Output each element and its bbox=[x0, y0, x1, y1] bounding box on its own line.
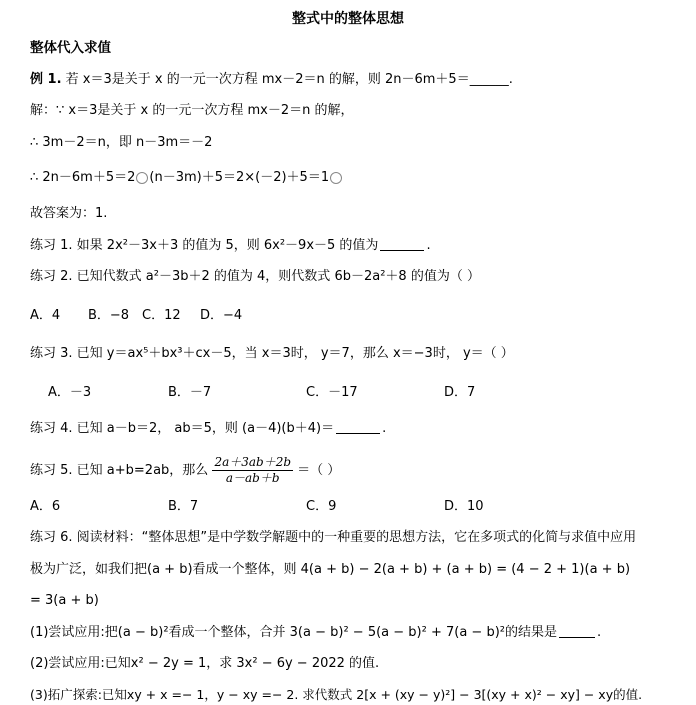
exercise-6-question-3: (3)拓广探索:已知xy + x =− 1，y − xy =− 2. 求代数式 2[x + (xy − y)²] − 3[(xy + x)² − xy] − xy的值. bbox=[30, 687, 643, 702]
ex5-option-b[interactable]: B．7 bbox=[168, 499, 199, 514]
answer-blank[interactable] bbox=[559, 623, 595, 638]
exercise-2: 练习 2. 已知代数式 a²－3b＋2 的值为 4，则代数式 6b－2a²＋8 的值为（ ） bbox=[30, 269, 480, 284]
section-heading: 整体代入求值 bbox=[30, 40, 111, 56]
solution-line-3a: ∴ 2n－6m＋5＝2 bbox=[30, 170, 136, 185]
ex2-option-d[interactable]: D．−4 bbox=[200, 308, 243, 323]
solution-line-3 bbox=[30, 168, 343, 188]
solution-line-3b: (n－3m)＋5＝2×(－2)＋5＝1 bbox=[149, 170, 330, 185]
exercise-6-line-3: = 3(a + b) bbox=[30, 593, 99, 608]
page-title: 整式中的整体思想 bbox=[292, 11, 404, 27]
exercise-6-question-1 bbox=[30, 623, 601, 643]
exercise-4-end: . bbox=[382, 421, 387, 436]
exercise-1 bbox=[30, 236, 431, 256]
exercise-6-line-2: 极为广泛，如我们把(a + b)看成一个整体，则 4(a + b) − 2(a + b) + (a + b) = (4 − 2 + 1)(a + b) bbox=[30, 562, 631, 577]
exercise-6-line-1: 练习 6. 阅读材料：“整体思想”是中学数学解题中的一种重要的思想方法，它在多项式的化简与求值中应用 bbox=[30, 530, 637, 545]
example-1-label: 例 1. bbox=[30, 72, 62, 87]
ex5-option-d[interactable]: D．10 bbox=[444, 499, 484, 514]
ex3-option-d[interactable]: D．7 bbox=[444, 385, 476, 400]
ex5-option-c[interactable]: C．9 bbox=[306, 499, 337, 514]
exercise-5 bbox=[30, 454, 340, 488]
ex2-option-b[interactable]: B．−8 bbox=[88, 308, 130, 323]
answer-blank[interactable] bbox=[380, 236, 424, 251]
placeholder-circle-icon bbox=[136, 172, 148, 184]
exercise-6-question-2: (2)尝试应用:已知x² − 2y = 1，求 3x² − 6y − 2022 的值. bbox=[30, 656, 380, 671]
ex3-option-c[interactable]: C．－17 bbox=[306, 385, 358, 400]
exercise-1-text: 练习 1. 如果 2x²－3x＋3 的值为 5，则 6x²－9x－5 的值为 bbox=[30, 238, 379, 253]
ex2-option-c[interactable]: C．12 bbox=[142, 308, 181, 323]
exercise-3: 练习 3. 已知 y＝ax⁵＋bx³＋cx－5，当 x＝3时， y＝7，那么 x＝−3时， y＝（ ） bbox=[30, 346, 514, 361]
ex5-option-a[interactable]: A．6 bbox=[30, 499, 61, 514]
solution-line-2: ∴ 3m－2＝n，即 n－3m＝－2 bbox=[30, 135, 213, 150]
answer-blank[interactable] bbox=[336, 419, 380, 434]
placeholder-circle-icon bbox=[330, 172, 342, 184]
exercise-4 bbox=[30, 419, 386, 439]
exercise-5-text-after: ＝（ ） bbox=[297, 463, 341, 478]
fraction-denominator: a－ab＋b bbox=[225, 471, 280, 485]
exercise-4-text: 练习 4. 已知 a－b＝2， ab＝5，则 (a－4)(b＋4)＝ bbox=[30, 421, 335, 436]
question-1-end: . bbox=[596, 625, 602, 640]
question-1-text: (1)尝试应用:把(a − b)²看成一个整体，合并 3(a − b)² − 5(a − b)² + 7(a − b)²的结果是 bbox=[30, 625, 557, 640]
ex3-option-b[interactable]: B．－7 bbox=[168, 385, 212, 400]
exercise-1-end: . bbox=[426, 238, 431, 253]
exercise-5-text-before: 练习 5. 已知 a+b=2ab，那么 bbox=[30, 463, 209, 478]
example-1-text: 若 x＝3是关于 x 的一元一次方程 mx－2＝n 的解，则 2n－6m＋5＝______. bbox=[65, 72, 513, 87]
solution-answer: 故答案为：1. bbox=[30, 206, 108, 221]
example-1 bbox=[30, 70, 513, 90]
fraction-numerator: 2a＋3ab＋2b bbox=[214, 455, 292, 469]
ex3-option-a[interactable]: A．－3 bbox=[48, 385, 92, 400]
solution-line-1: 解：∵ x＝3是关于 x 的一元一次方程 mx－2＝n 的解， bbox=[30, 103, 354, 118]
ex2-option-a[interactable]: A．4 bbox=[30, 308, 61, 323]
exercise-5-fraction bbox=[212, 455, 293, 486]
